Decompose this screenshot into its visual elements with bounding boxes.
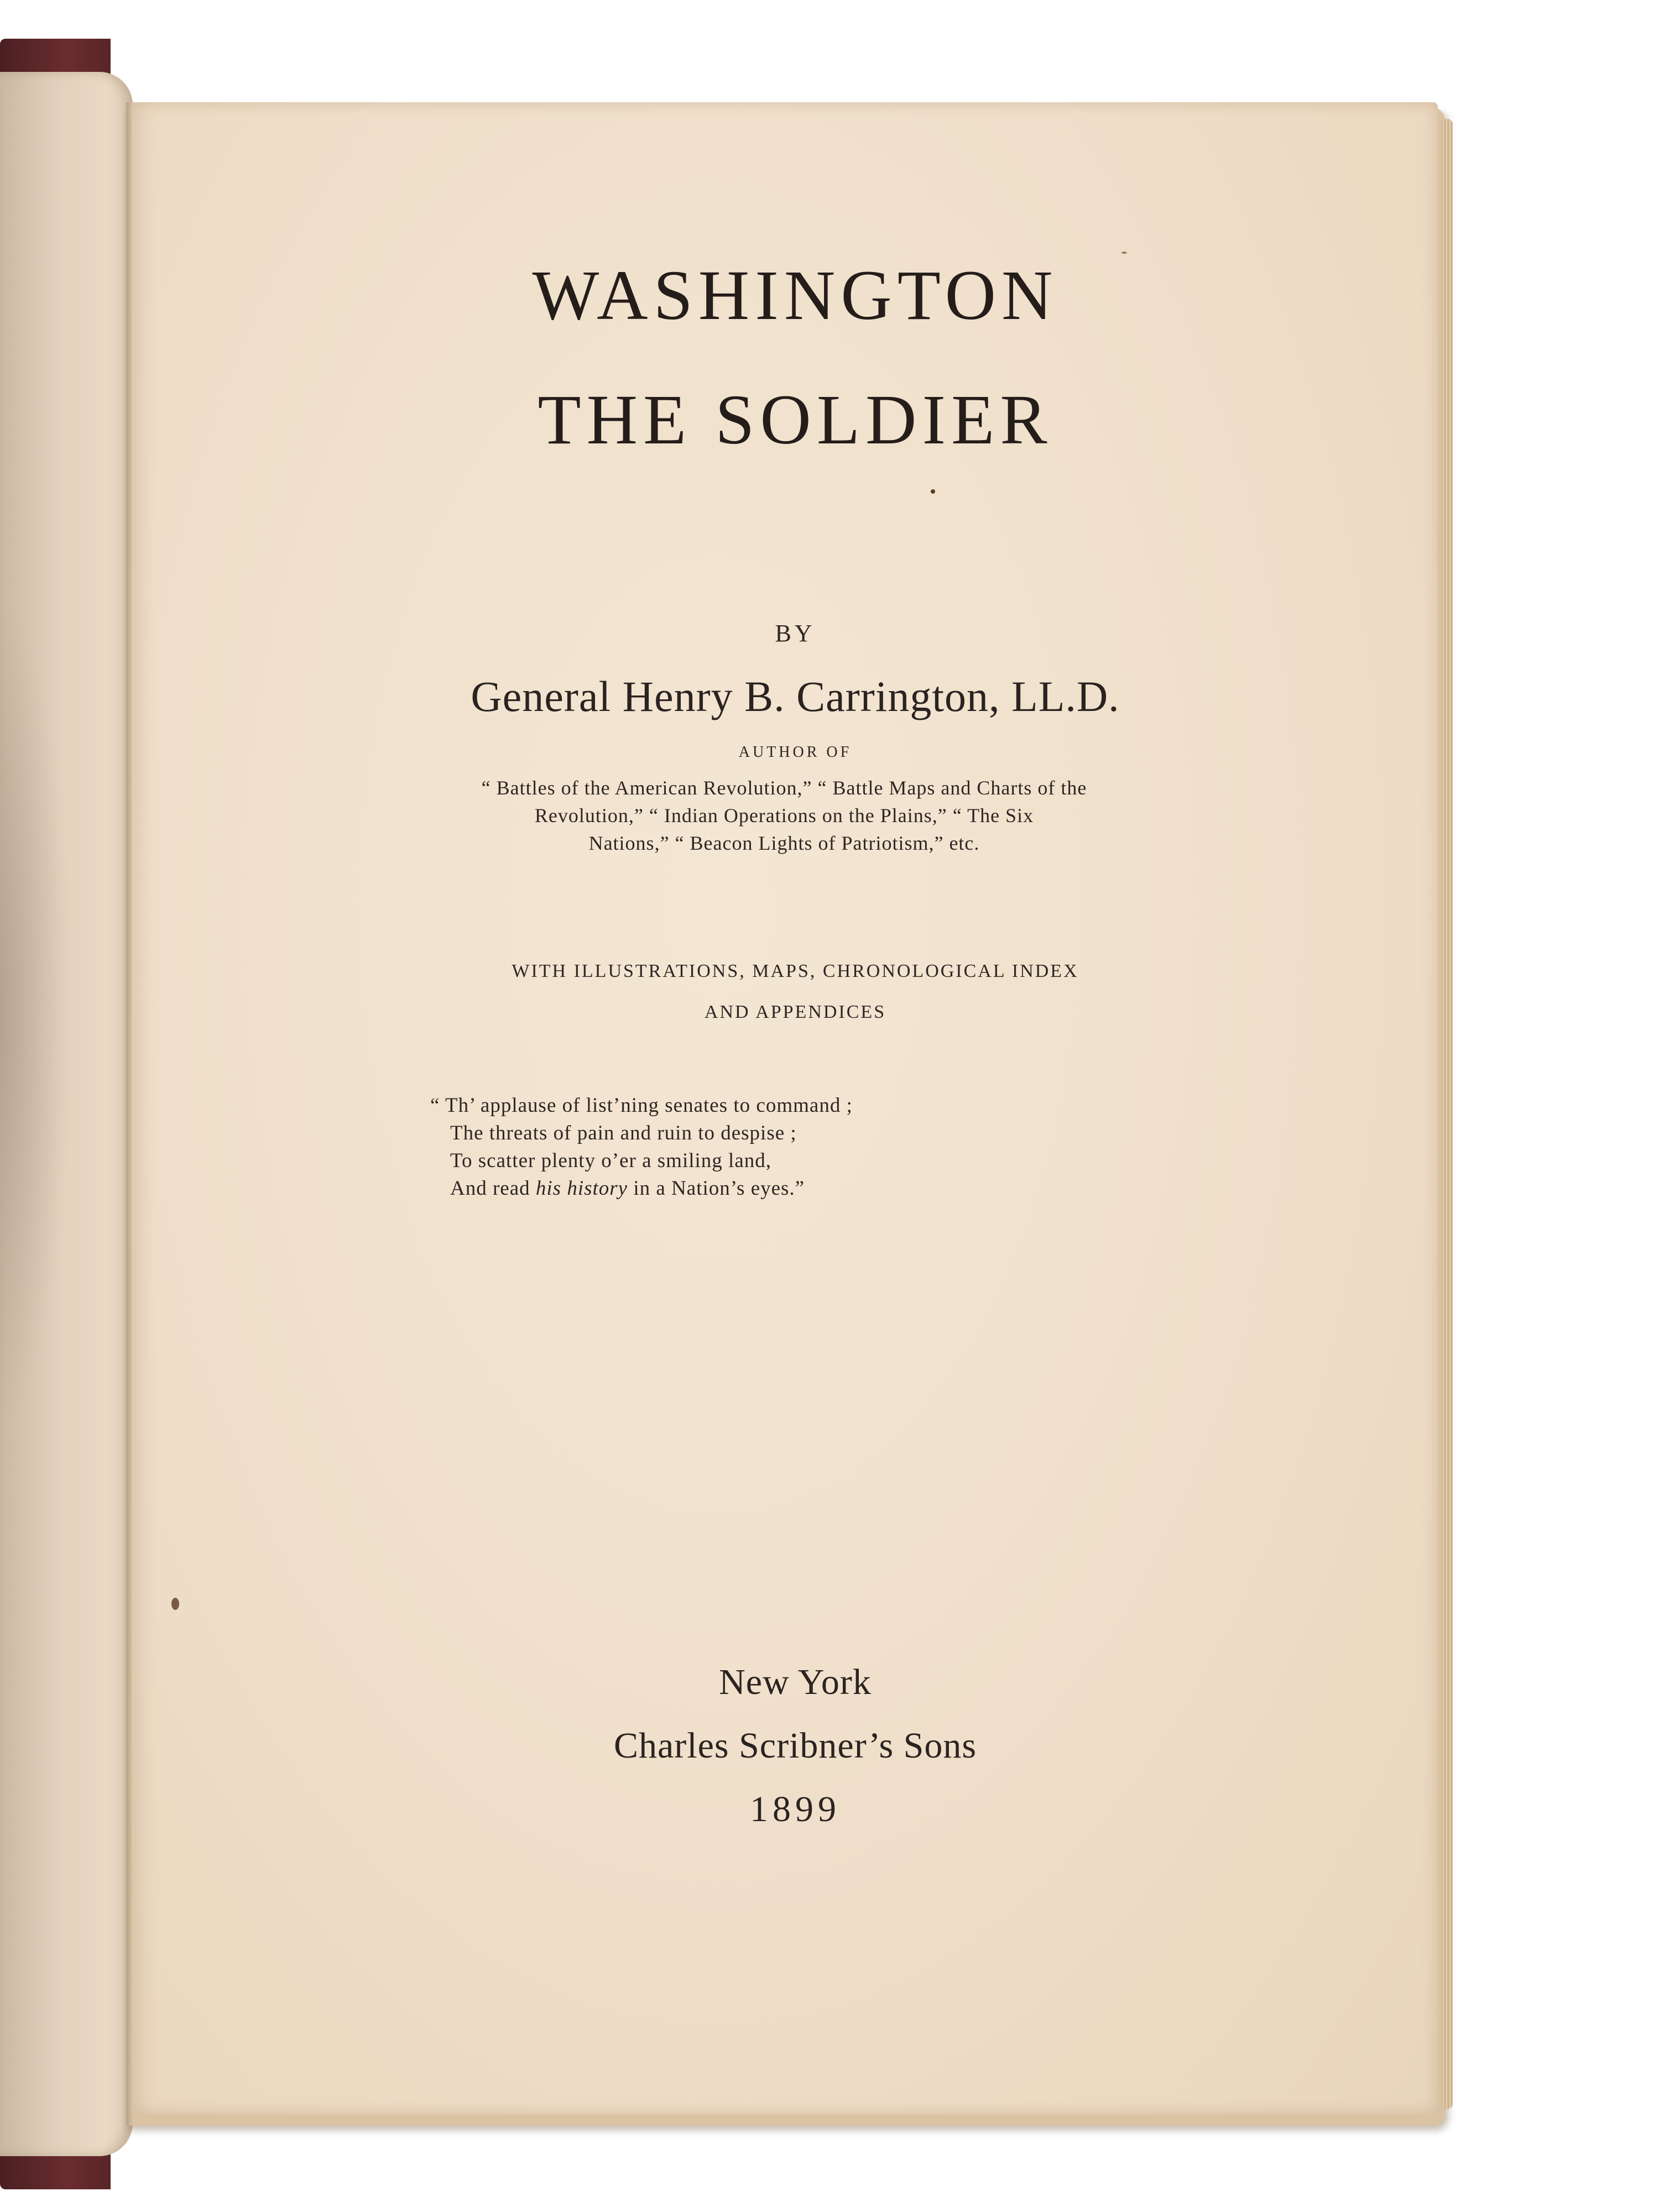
imprint-publisher: Charles Scribner’s Sons bbox=[613, 1725, 977, 1766]
foxing-spot bbox=[931, 489, 935, 494]
verse-line-4-end: in a Nation’s eyes.” bbox=[628, 1177, 805, 1200]
verse-line-1: “ Th’ applause of list’ning senates to command ; bbox=[430, 1094, 853, 1117]
foxing-spot bbox=[171, 1598, 179, 1610]
frontispiece-plate-shadow bbox=[0, 597, 72, 1426]
by-label: BY bbox=[775, 620, 816, 647]
imprint-place: New York bbox=[719, 1662, 872, 1702]
features-line-1: WITH ILLUSTRATIONS, MAPS, CHRONOLOGICAL INDEX bbox=[512, 961, 1079, 981]
book-title-line-1: WASHINGTON bbox=[532, 256, 1058, 334]
other-works-line: Nations,” “ Beacon Lights of Patriotism,” etc. bbox=[588, 832, 980, 854]
features-line-2: AND APPENDICES bbox=[704, 1002, 886, 1022]
book-title-line-2: THE SOLDIER bbox=[538, 380, 1053, 459]
author-of-label: AUTHOR OF bbox=[738, 744, 852, 761]
imprint-year: 1899 bbox=[750, 1789, 841, 1829]
verse-line-3: To scatter plenty o’er a smiling land, bbox=[450, 1149, 772, 1172]
other-works-line: “ Battles of the American Revolution,” “ Battle Maps and Charts of the bbox=[481, 777, 1087, 799]
verse-italic-phrase: his history bbox=[535, 1177, 628, 1200]
foxing-spot bbox=[1121, 252, 1127, 254]
verse-line-4-start: And read bbox=[450, 1177, 536, 1200]
other-works-line: Revolution,” “ Indian Operations on the Plains,” “ The Six bbox=[534, 804, 1034, 827]
features-note bbox=[132, 951, 1459, 1033]
title-page bbox=[132, 102, 1438, 2115]
epigraph-verse bbox=[430, 1092, 1149, 1202]
verse-line-4 bbox=[430, 1175, 1149, 1202]
author-name: General Henry B. Carrington, LL.D. bbox=[471, 672, 1120, 720]
verse-line-2: The threats of pain and ruin to despise ; bbox=[450, 1122, 797, 1144]
other-works-list bbox=[237, 774, 1332, 857]
frontispiece-page bbox=[0, 72, 133, 2156]
